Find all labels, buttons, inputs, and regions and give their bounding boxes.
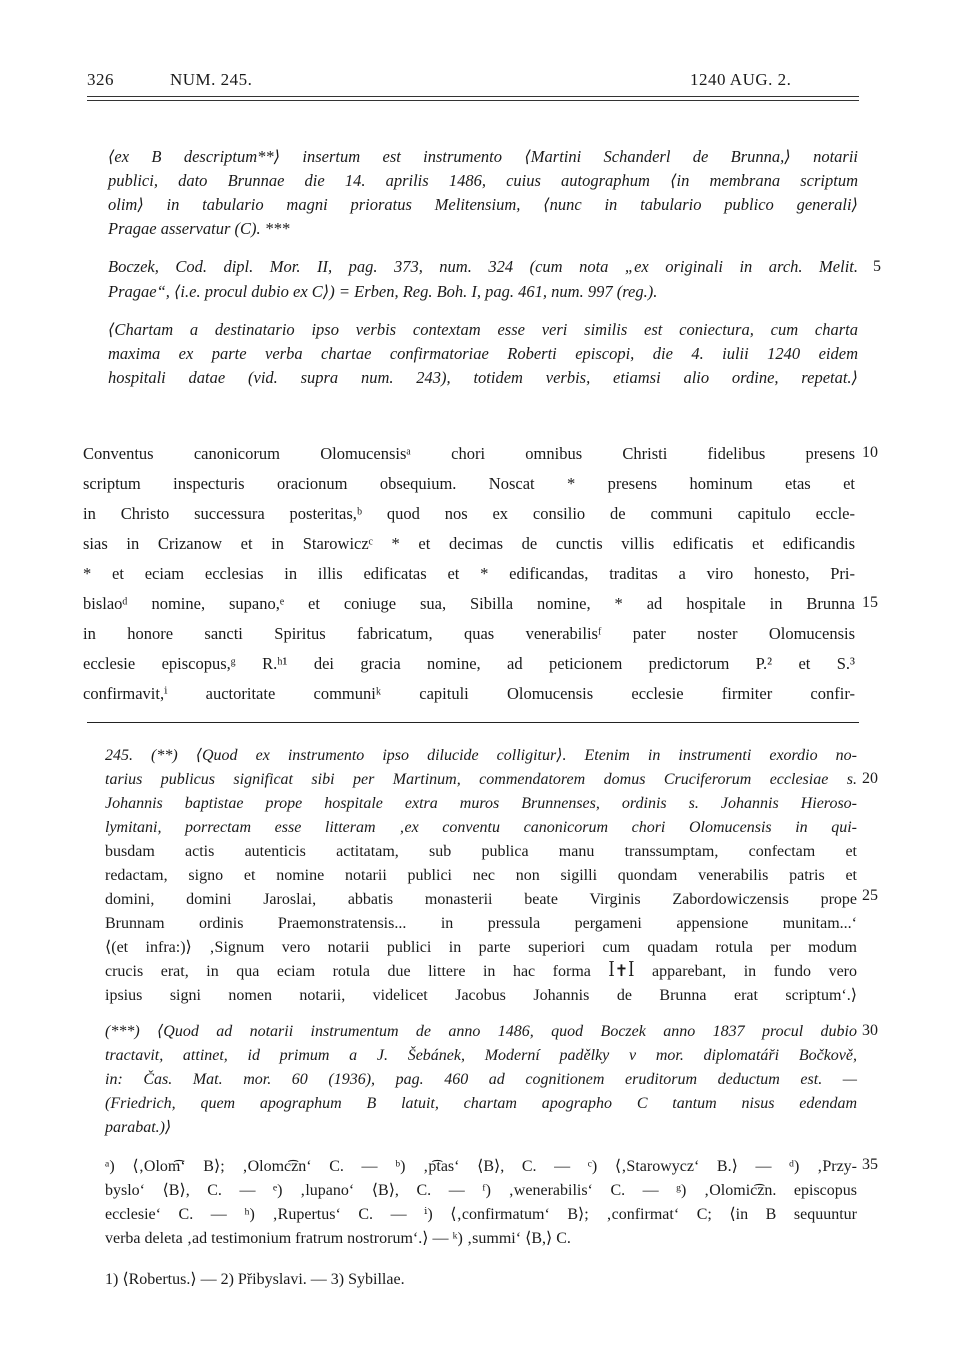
text-line: Brunnam ordinis Praemonstratensis... in pressula pergameni appensione munitam...‘ — [105, 915, 857, 932]
footnotes — [105, 1268, 857, 1294]
text-line: in honore sancti Spiritus fabricatum, quas venerabilisᶠ pater noster Olomucensis — [83, 624, 855, 643]
text-line: maxima ex parte verba chartae confirmatoriae Roberti episcopi, die 4. iulii 1240 eidem — [108, 344, 858, 363]
line-number: 10 — [862, 444, 878, 461]
variant-apparatus — [105, 1155, 857, 1255]
charter-text — [83, 440, 855, 710]
text-line: redactam, signo et nomine notarii publici nec non sigilli quondam venerabilis patris et — [105, 867, 857, 884]
text-line: hospitali datae (vid. supra num. 243), totidem verbis, etiamsi alio ordine, repetat.⟩ — [108, 368, 858, 387]
text-line: byslo‘ ⟨B⟩, C. — ᵉ) ‚lupano‘ ⟨B⟩, C. — ᶠ) ‚wenerabilis‘ C. — ᵍ) ‚Olomic͡zn. episcopus — [105, 1182, 857, 1199]
text-line: 1) ⟨Robertus.⟩ — 2) Přibyslavi. — 3) Sybillae. — [105, 1271, 405, 1288]
text-line: Boczek, Cod. dipl. Mor. II, pag. 373, num. 324 (cum nota „ex originali in arch. Melit. — [108, 257, 858, 276]
text-line: in Christo successura posteritas,ᵇ quod nos ex consilio de communi capitulo eccle- — [83, 504, 855, 523]
line-number: 15 — [862, 594, 878, 611]
text-line: scriptum inspecturis oracionum obsequium. Noscat * presens hominum etas et — [83, 474, 855, 493]
line-number: 35 — [862, 1156, 878, 1173]
line-number: 25 — [862, 887, 878, 904]
text-line: parabat.)⟩ — [105, 1119, 172, 1136]
text-line: lymitani, porrectam esse litteram ‚ex conventu canonicorum chori Olomucensis in qui- — [105, 819, 857, 836]
line-number: 20 — [862, 770, 878, 787]
text-line: olim⟩ in tabulario magni prioratus Melitensium, ⟨nunc in tabulario publico generali⟩ — [108, 195, 858, 214]
text-line: Pragae asservatur (C). *** — [108, 219, 290, 238]
text-line: ecclesie episcopus,ᵍ R.ʰ¹ dei gracia nomine, ad peticionem predictorum P.² et S.³ — [83, 654, 855, 673]
text-line: (***) ⟨Quod ad notarii instrumentum de anno 1486, quod Boczek anno 1837 procul dubio — [105, 1023, 857, 1040]
header-rule — [87, 96, 859, 97]
text-line: crucis erat, in qua eciam rotula due littere in hac forma ꟾ✝ꟾ apparebant, in fundo vero — [105, 963, 857, 980]
text-line: ⟨Chartam a destinatario ipso verbis contextam esse veri similis est coniectura, cum charta — [108, 320, 858, 339]
note-triple-asterisk — [105, 1020, 857, 1145]
text-line: 245. (**) ⟨Quod ex instrumento ipso dilucide colligitur⟩. Etenim in instrumenti exordio no- — [105, 747, 857, 764]
text-line: bislaoᵈ nomine, supano,ᵉ et coniuge sua, Sibilla nomine, * ad hospitale in Brunna — [83, 594, 855, 613]
text-line: busdam actis autenticis actitatam, sub publica manu transsumptam, confectam et — [105, 843, 857, 860]
text-line: ecclesie‘ C. — ʰ) ‚Rupertus‘ C. — ⁱ) ⟨‚confirmatum‘ B⟩; ‚confirmat‘ C; ⟨in B sequuntur — [105, 1206, 857, 1223]
text-line: tractavit, attinet, id primum a J. Šebánek, Moderní padělky v mor. diplomatáři Bočkově, — [105, 1047, 857, 1064]
notes-separator — [87, 722, 859, 723]
note-double-asterisk — [105, 744, 857, 1014]
text-line: in: Čas. Mat. mor. 60 (1936), pag. 460 ad cognitionem eruditorum deductum est. — — [105, 1071, 857, 1088]
text-line: Johannis baptistae prope hospitale extra muros Brunnenses, ordinis s. Johannis Hieroso- — [105, 795, 857, 812]
line-number: 30 — [862, 1022, 878, 1039]
header-rule — [87, 100, 859, 101]
line-number: 5 — [873, 258, 881, 275]
page-number: 326 — [87, 70, 114, 89]
text-line: * et eciam ecclesias in illis edificatas et * edificandas, traditas a viro honesto, Pri- — [83, 564, 855, 583]
text-line: Conventus canonicorum Olomucensisᵃ chori omnibus Christi fidelibus presens — [83, 444, 855, 463]
text-line: publici, dato Brunnae die 14. aprilis 1486, cuius autographum ⟨in membrana scriptum — [108, 171, 858, 190]
text-line: Pragae“, ⟨i.e. procul dubio ex C⟩) = Erben, Reg. Boh. I, pag. 461, num. 997 (reg.). — [108, 282, 658, 301]
text-line: ipsius signi nomen notarii, videlicet Jacobus Johannis de Brunna erat scriptum‘.⟩ — [105, 987, 857, 1004]
document-date: 1240 AUG. 2. — [690, 70, 792, 89]
document-number: NUM. 245. — [170, 70, 253, 89]
text-line: confirmavit,ⁱ auctoritate communiᵏ capituli Olomucensis ecclesie firmiter confir- — [83, 684, 855, 703]
edition-references — [108, 255, 858, 305]
commentary-note — [108, 318, 858, 393]
tradition-note — [108, 145, 858, 245]
text-line: (Friedrich, quem apographum B latuit, chartam apographo C tantum nisus edendam — [105, 1095, 857, 1112]
text-line: tarius publicus significat sibi per Martinum, commendatorem domus Cruciferorum ecclesiae s. — [105, 771, 857, 788]
text-line: ⟨(et infra:)⟩ ‚Signum vero notarii publici in parte superiori cum quadam rotula per modum — [105, 939, 857, 956]
text-line: verba deleta ‚ad testimonium fratrum nostrorum‘.⟩ — ᵏ) ‚summi‘ ⟨B,⟩ C. — [105, 1230, 571, 1247]
text-line: ᵃ) ⟨‚Olom͡‘ B⟩; ‚Olomc͡zn‘ C. — ᵇ) ‚p͡tas‘ ⟨B⟩, C. — ᶜ) ⟨‚Starowycz‘ B.⟩ — ᵈ) ‚Przy- — [105, 1158, 857, 1175]
text-line: ⟨ex B descriptum**⟩ insertum est instrumento ⟨Martini Schanderl de Brunna,⟩ notarii — [108, 147, 858, 166]
text-line: domini, domini Jaroslai, abbatis monasterii beate Virginis Zabordowiczensis prope — [105, 891, 857, 908]
text-line: sias in Crizanow et in Starowiczᶜ * et decimas de cunctis villis edificatis et edificandis — [83, 534, 855, 553]
